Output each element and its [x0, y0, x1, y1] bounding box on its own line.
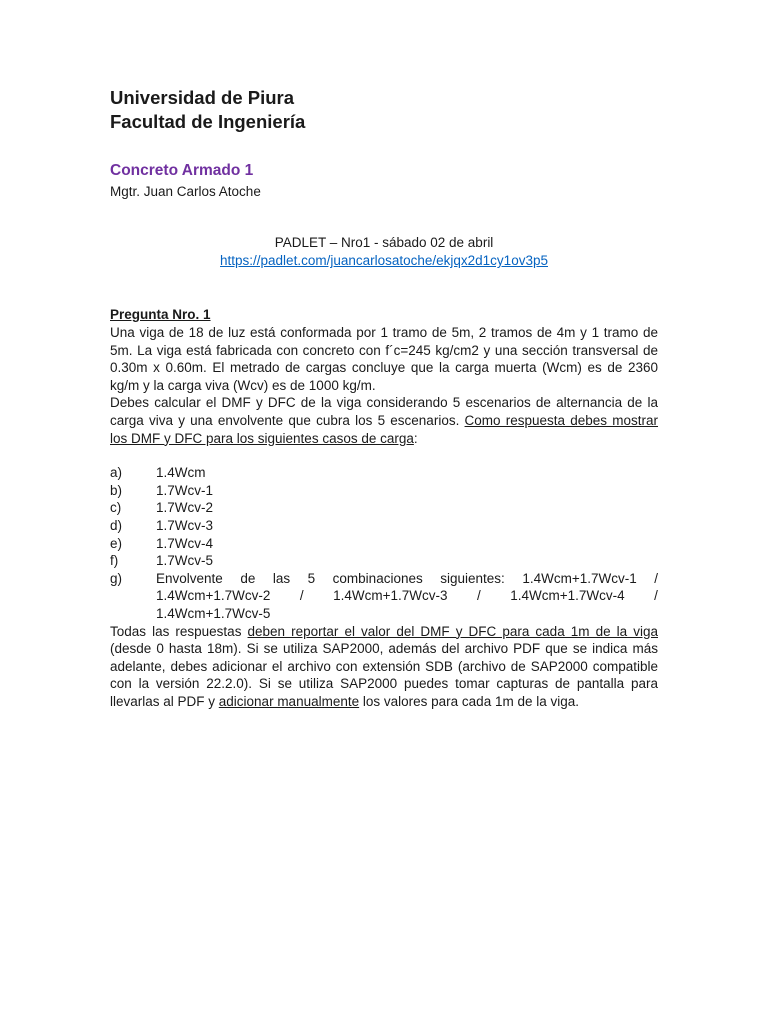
case-text: 1.7Wcv-4	[156, 535, 214, 551]
envelope-word: combinaciones	[332, 570, 423, 586]
case-label: g)	[110, 570, 123, 586]
reporting-paragraph	[110, 623, 658, 711]
envelope-word: de	[240, 570, 256, 586]
padlet-link-row	[110, 252, 658, 270]
list-item	[110, 517, 658, 535]
case-text: 1.7Wcv-3	[156, 517, 214, 533]
case-text: 1.7Wcv-5	[156, 553, 214, 569]
instructions-text: Debes calcular el DMF y DFC de la viga considerando 5 escenarios de alternancia de la carga viva y una envolvente que cubra los 5 escenarios.	[110, 395, 658, 428]
list-item	[110, 499, 658, 517]
case-label: f)	[110, 553, 119, 569]
envelope-word: /	[654, 570, 658, 586]
reporting-text-1: Todas las respuestas	[110, 623, 248, 639]
envelope-word: Envolvente	[156, 570, 223, 586]
case-label: d)	[110, 517, 123, 533]
envelope-line-3: 1.4Wcm+1.7Wcv-5	[156, 605, 271, 621]
course-title: Concreto Armado 1	[110, 162, 254, 179]
padlet-title: PADLET – Nro1 - sábado 02 de abril	[274, 235, 494, 250]
list-item	[110, 552, 658, 570]
case-label: b)	[110, 482, 123, 498]
list-item	[110, 570, 658, 623]
case-text: 1.7Wcv-2	[156, 500, 214, 516]
reporting-text-3: los valores para cada 1m de la viga.	[359, 693, 579, 709]
list-item	[110, 482, 658, 500]
problem-statement: Una viga de 18 de luz está conformada por 1 tramo de 5m, 2 tramos de 4m y 1 tramo de 5m. La viga está fabricada con concreto con f´c=245 kg/cm2 y una sección transversal de 0.30m x 0.60m. El metrado de cargas concluye que la carga muerta (Wcm) es de 2360 kg/m y la carga viva (Wcv) es de 1000 kg/m.	[110, 325, 658, 393]
envelope-word: /	[654, 588, 658, 604]
envelope-word: las	[272, 570, 291, 586]
instructions-paragraph	[110, 394, 658, 447]
teacher-name: Mgtr. Juan Carlos Atoche	[110, 184, 261, 199]
load-cases-list	[110, 464, 658, 622]
question-heading: Pregunta Nro. 1	[110, 307, 211, 322]
case-text: 1.7Wcv-1	[156, 482, 214, 498]
envelope-line-1	[156, 570, 658, 588]
instructions-underlined: Como respuesta debes mostrar los DMF y DFC para los siguientes casos de carga	[110, 412, 659, 446]
university-name: Universidad de Piura	[110, 87, 295, 108]
case-label: c)	[110, 500, 122, 516]
envelope-word: 1.4Wcm+1.7Wcv-4	[510, 588, 625, 604]
faculty-name: Facultad de Ingeniería	[110, 111, 306, 132]
list-item	[110, 464, 658, 482]
envelope-word: siguientes:	[440, 570, 505, 586]
envelope-word: /	[299, 588, 304, 604]
envelope-line-2	[156, 587, 658, 605]
list-item	[110, 535, 658, 553]
instructions-colon: :	[413, 430, 418, 446]
envelope-word: 1.4Wcm+1.7Wcv-2	[156, 588, 271, 604]
envelope-word: /	[477, 588, 481, 604]
padlet-link[interactable]: https://padlet.com/juancarlosatoche/ekjqx2d1cy1ov3p5	[220, 253, 548, 268]
reporting-underlined-2: adicionar manualmente	[218, 693, 360, 709]
case-label: e)	[110, 535, 123, 551]
envelope-word: 5	[307, 570, 316, 586]
envelope-word: 1.4Wcm+1.7Wcv-3	[333, 588, 448, 604]
envelope-word: 1.4Wcm+1.7Wcv-1	[522, 570, 637, 586]
case-label: a)	[110, 465, 123, 481]
envelope-text	[132, 570, 658, 623]
reporting-underlined-1: deben reportar el valor del DMF y DFC para cada 1m de la viga	[247, 623, 658, 639]
reporting-text-2: (desde 0 hasta 18m). Si se utiliza SAP2000, además del archivo PDF que se indica más adelante, debes adicionar el archivo con extensión SDB (archivo de SAP2000 compatible con la versión 22.2.0). Si se utiliza SAP2000 puedes tomar capturas de pantalla para llevarlas al PDF y	[110, 641, 658, 709]
case-text: 1.4Wcm	[156, 465, 206, 481]
